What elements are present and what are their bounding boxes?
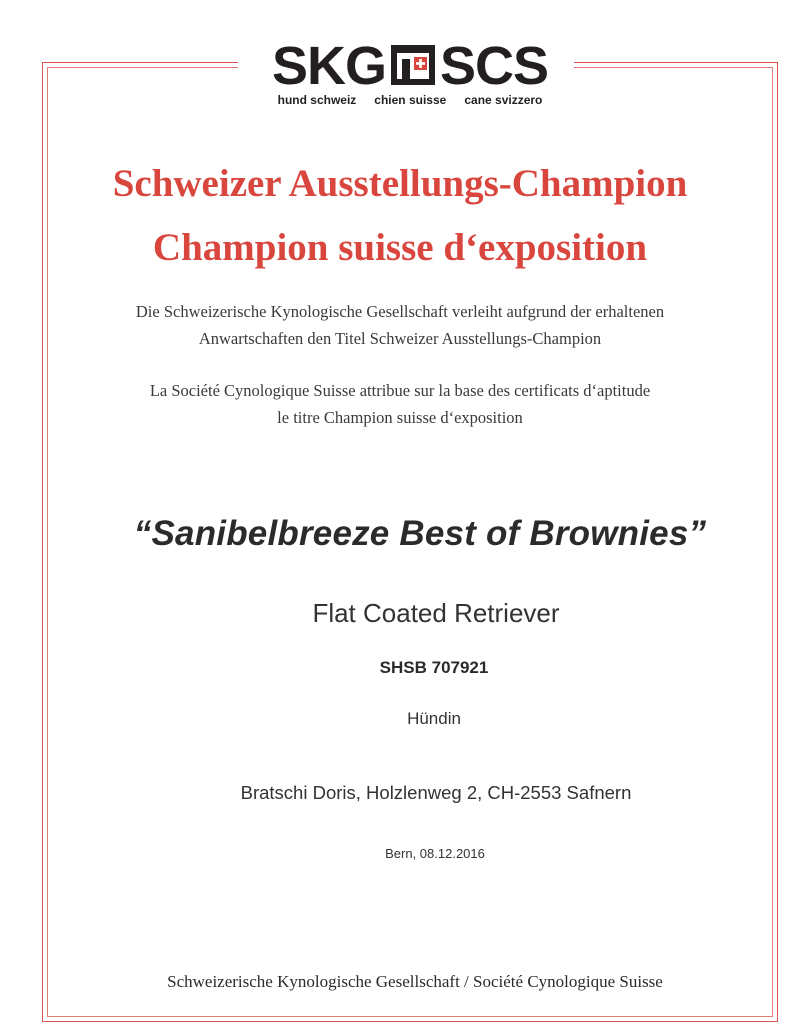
title-french: Champion suisse d‘exposition — [152, 226, 648, 269]
title-german: Schweizer Ausstellungs-Champion — [112, 162, 688, 205]
registration-number: SHSB 707921 — [379, 658, 489, 677]
paragraph-french-line-2: le titre Champion suisse d‘exposition — [277, 408, 523, 427]
paragraph-german-line-2: Anwartschaften den Titel Schweizer Ausstellungs-Champion — [198, 329, 602, 348]
owner-address: Bratschi Doris, Holzlenweg 2, CH-2553 Safnern — [240, 782, 632, 803]
logo-tagline — [250, 93, 570, 107]
issuer-footer: Schweizerische Kynologische Gesellschaft / Société Cynologique Suisse — [167, 972, 663, 991]
paragraph-german — [0, 298, 800, 352]
paragraph-french — [0, 377, 800, 431]
swiss-cross-doghouse-icon — [389, 41, 437, 92]
logo-tagline-fr: chien suisse — [374, 93, 447, 107]
logo-tagline-it: cane svizzero — [464, 93, 543, 107]
skg-scs-logo — [250, 36, 570, 108]
dog-sex: Hündin — [407, 709, 461, 728]
dog-name: “Sanibelbreeze Best of Brownies” — [133, 514, 707, 553]
place-date: Bern, 08.12.2016 — [385, 846, 485, 861]
paragraph-french-line-1: La Société Cynologique Suisse attribue sur la base des certificats d‘aptitude — [149, 381, 651, 400]
logo-tagline-de: hund schweiz — [277, 93, 357, 107]
dog-breed: Flat Coated Retriever — [312, 598, 560, 628]
paragraph-german-line-1: Die Schweizerische Kynologische Gesellschaft verleiht aufgrund der erhaltenen — [135, 302, 665, 321]
logo-skg-text: SKG — [271, 36, 386, 96]
logo-scs-text: SCS — [439, 36, 549, 96]
